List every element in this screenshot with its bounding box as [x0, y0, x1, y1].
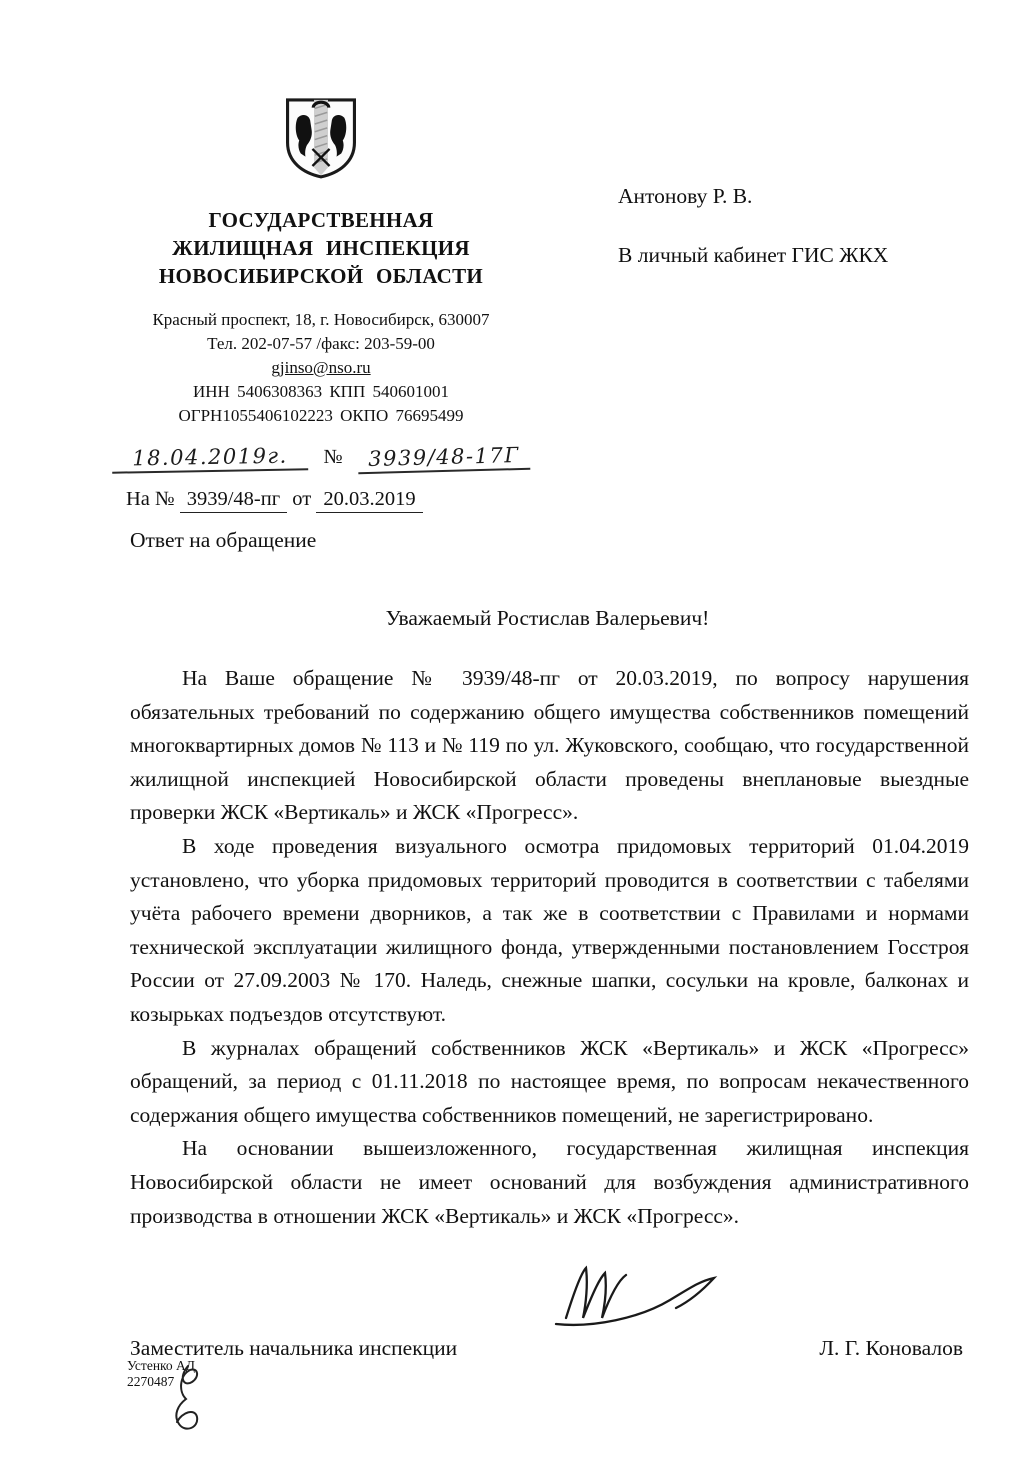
org-name-line-1: ГОСУДАРСТВЕННАЯ: [208, 208, 434, 232]
ref-number: 3939/48-пг: [180, 488, 287, 513]
org-inn-kpp: ИНН 5406308363 КПП 540601001: [193, 382, 449, 401]
incoming-reference-row: [112, 488, 530, 513]
body-paragraph-2: В ходе проведения визуального осмотра придомовых территорий 01.04.2019 установлено, что уборка придомовых территорий проводится в соответствии с табелями учёта рабочего времени дворников, а так же в соответствии с Правилами и нормами технической эксплуатации жилищного фонда, утвержденными постановлением Госстроя России от 27.09.2003 № 170. Наледь, снежные шапки, сосульки на кровле, балконах и козырьках подъездов отсутствуют.: [130, 833, 969, 1026]
signer-name: Л. Г. Коновалов: [819, 1336, 963, 1360]
body-paragraph-3: В журналах обращений собственников ЖСК «Вертикаль» и ЖСК «Прогресс» обращений, за период с 01.11.2018 по настоящее время, по вопросам некачественного содержания общего имущества собственников помещений, не зарегистрировано.: [130, 1035, 969, 1127]
outgoing-date-handwritten: 18.04.2019г.: [112, 443, 308, 473]
org-name: [112, 206, 530, 290]
outgoing-number-row: [112, 438, 530, 472]
coat-of-arms-icon: [282, 96, 360, 180]
outgoing-number-handwritten: 3939/48-17Г: [358, 443, 531, 474]
ref-prefix: На №: [126, 488, 175, 510]
org-email: gjinso@nso.ru: [271, 358, 371, 377]
body-paragraph-1: На Ваше обращение № 3939/48-пг от 20.03.2019, по вопросу нарушения обязательных требований по содержанию общего имущества собственников помещений многоквартирных домов № 113 и № 119 по ул. Жуковского, сообщаю, что государственной жилищной инспекцией Новосибирской области проведены внеплановые выездные проверки ЖСК «Вертикаль» и ЖСК «Прогресс».: [130, 666, 969, 825]
org-contact-block: [112, 308, 530, 428]
executor-signature-mark: [158, 1360, 228, 1438]
org-phone-fax: Тел. 202-07-57 /факс: 203-59-00: [207, 334, 435, 353]
executor-phone: 2270487: [127, 1374, 175, 1389]
org-name-line-3: НОВОСИБИРСКОЙ ОБЛАСТИ: [158, 264, 484, 288]
recipient-name: Антонову Р. В.: [618, 184, 753, 208]
handwritten-signature: [548, 1256, 738, 1338]
org-ogrn-okpo: ОГРН1055406102223 ОКПО 76695499: [178, 406, 464, 425]
executor-name: Устенко АД: [127, 1358, 196, 1373]
org-email-line: [112, 356, 530, 380]
body-paragraph-4: На основании вышеизложенного, государственная жилищная инспекция Новосибирской области не имеет оснований для возбуждения административного производства в отношении ЖСК «Вертикаль» и ЖСК «Прогресс».: [130, 1136, 969, 1228]
ref-of-label: от: [292, 488, 312, 510]
org-name-line-2: ЖИЛИЩНАЯ ИНСПЕКЦИЯ: [172, 236, 470, 260]
ref-date: 20.03.2019: [316, 488, 422, 513]
number-sign-label: №: [323, 446, 343, 468]
org-address: Красный проспект, 18, г. Новосибирск, 630007: [152, 310, 490, 329]
signature-row: [130, 1336, 963, 1361]
recipient-delivery: В личный кабинет ГИС ЖКХ: [618, 243, 889, 267]
signer-position: Заместитель начальника инспекции: [130, 1336, 458, 1360]
letterhead: [112, 96, 530, 513]
recipient-block: [618, 184, 888, 268]
salutation: Уважаемый Ростислав Валерьевич!: [385, 606, 710, 630]
letter-body: [130, 662, 969, 1233]
letter-subject: Ответ на обращение: [130, 528, 317, 552]
